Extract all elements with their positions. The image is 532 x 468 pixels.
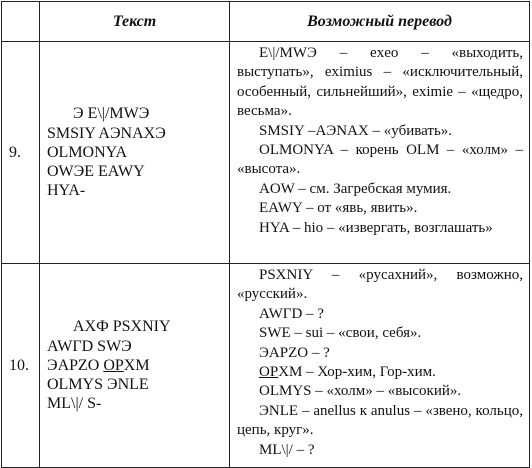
translation-entry: HYA – hio – «извергать, возглашать» [259,219,493,236]
header-translation: Возможный перевод [230,2,530,42]
translation-cell [230,42,530,264]
source-text-cell [40,42,230,264]
translation-entry: OLMONYA – корень OLM – «холм» – «высота». [237,142,523,178]
source-line: AXФ PSXNIY [73,318,171,336]
table-row [2,264,530,468]
row-number: 9. [2,42,40,264]
translation-entry: E\|/MWЭ – exeo – «выходить, выступать», eximius – «исключительный, особенный, сильнейший», eximie – «щедро, весьма». [237,45,523,120]
table-row [2,42,530,264]
translation-entry: ЭAPZO – ? [259,344,330,361]
translation-entry: ЭNLE – anellus к anulus – «звено, кольцо, цепь, круг». [237,402,523,439]
translation-entry: EAWY – от «явь, явить». [259,200,418,217]
source-line: SMSIY AЭNAXЭ [47,124,166,142]
header-number [2,2,40,42]
translation-table [1,1,530,468]
source-line: OLMYS ЭNLE [47,376,149,394]
translation-entry: OLMYS – «холм» – «высокий». [259,383,462,400]
source-line: AWГD SWЭ [47,337,132,355]
source-line: OLMONYA [47,143,127,161]
table-header-row [2,2,530,42]
source-line-part: ЭAPZO [47,356,104,374]
translation-entry: ML\|/ – ? [259,441,315,458]
header-text: Текст [40,2,230,42]
translation-entry: OPXM – Хор-хим, Гор-хим. [259,364,436,381]
row-number: 10. [2,264,40,468]
translation-entry: SWE – sui – «свои, себя». [259,325,422,342]
source-text-cell [40,264,230,468]
underlined-fragment: OP [103,356,124,374]
document-page [1,1,529,461]
underlined-fragment: OP [259,364,279,381]
source-line: ML\|/ S- [47,395,102,413]
translation-entry: SMSIY –AЭNAX – «убивать». [259,122,453,139]
translation-entry: AWГD – ? [259,305,324,322]
source-line: Э E\|/MWЭ [73,105,150,123]
translation-entry: PSXNIY – «русахний», возможно, «русский». [237,267,523,303]
translation-cell [230,264,530,468]
source-line [47,356,223,375]
source-line: HYA- [47,182,86,200]
source-line-part: XM [123,356,150,374]
translation-entry: AOW – см. Загребская мумия. [259,180,452,197]
source-line: OWЭE EAWY [47,163,145,181]
